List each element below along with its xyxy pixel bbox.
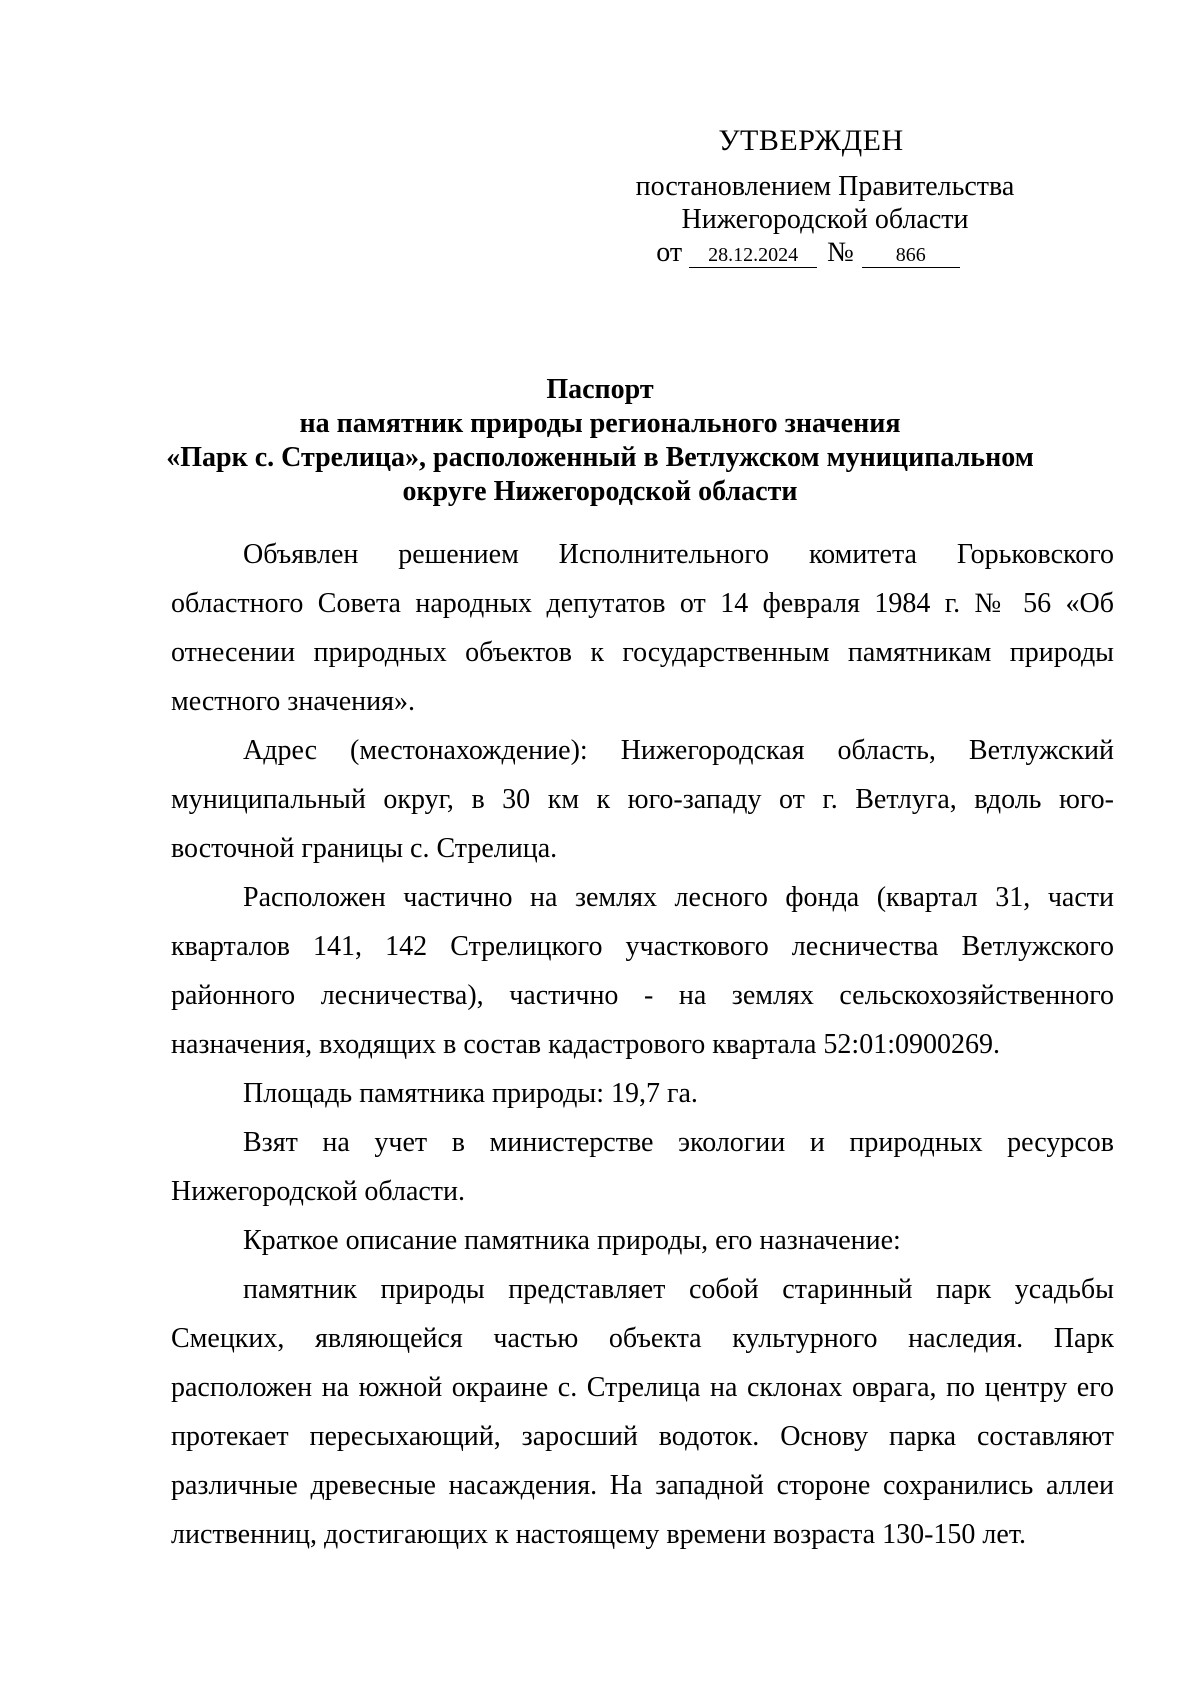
title-line-2: на памятник природы регионального значения bbox=[299, 408, 901, 439]
approval-line-2: Нижегородской области bbox=[681, 204, 969, 235]
title-line-1: Паспорт bbox=[546, 374, 654, 405]
title-line-3: «Парк с. Стрелица», расположенный в Ветлужском муниципальном bbox=[166, 442, 1034, 473]
approval-line-1: постановлением Правительства bbox=[635, 171, 1015, 202]
number-label: № bbox=[827, 237, 854, 268]
approval-date: 28.12.2024 bbox=[689, 243, 817, 268]
paragraph-description: памятник природы представляет собой старинный парк усадьбы Смецких, являющейся частью объекта культурного наследия. Парк расположен на южной окраине с. Стрелица на склонах оврага, по центру его протекает пересыхающий, заросший водоток. Основу парка составляют различные древесные насаждения. На западной стороне сохранились аллеи лиственниц, достигающих к настоящему времени возраста 130-150 лет. bbox=[171, 1274, 1114, 1550]
paragraph-location: Расположен частично на землях лесного фонда (квартал 31, части кварталов 141, 142 Стрелицкого участкового лесничества Ветлужского районного лесничества), частично - на землях сельскохозяйственного назначения, входящих в состав кадастрового квартала 52:01:0900269. bbox=[171, 882, 1114, 1060]
from-label: от bbox=[656, 237, 683, 268]
document-title bbox=[150, 373, 1050, 509]
approval-title: УТВЕРЖДЕН bbox=[718, 124, 904, 157]
paragraph-description-heading: Краткое описание памятника природы, его назначение: bbox=[243, 1225, 901, 1256]
document-body bbox=[171, 530, 1114, 1559]
approval-number: 866 bbox=[862, 243, 960, 268]
title-line-4: округе Нижегородской области bbox=[402, 476, 798, 507]
paragraph-area: Площадь памятника природы: 19,7 га. bbox=[243, 1078, 698, 1109]
paragraph-registration: Взят на учет в министерстве экологии и природных ресурсов Нижегородской области. bbox=[171, 1127, 1114, 1207]
approval-block bbox=[600, 124, 1050, 269]
paragraph-address: Адрес (местонахождение): Нижегородская область, Ветлужский муниципальный округ, в 30 км к юго-западу от г. Ветлуга, вдоль юго-восточной границы с. Стрелица. bbox=[171, 735, 1114, 864]
paragraph-declaration: Объявлен решением Исполнительного комитета Горьковского областного Совета народных депутатов от 14 февраля 1984 г. № 56 «Об отнесении природных объектов к государственным памятникам природы местного значения». bbox=[171, 539, 1114, 717]
approval-date-number-line bbox=[566, 236, 1050, 269]
